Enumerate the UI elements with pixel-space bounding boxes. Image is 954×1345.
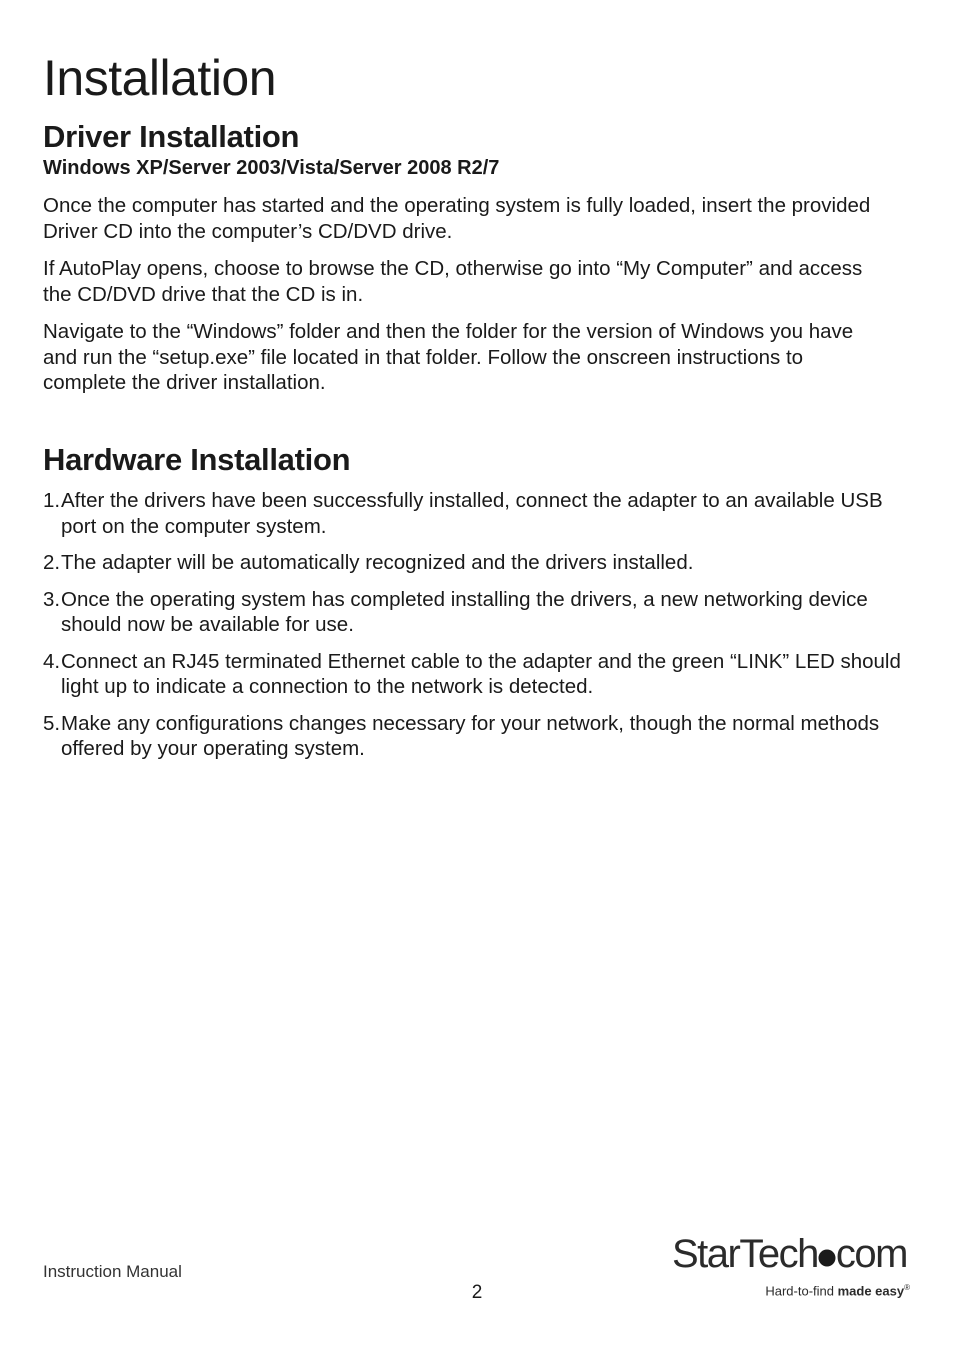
logo-tagline-regular: Hard-to-find	[765, 1283, 838, 1299]
step-number: 1.	[43, 489, 61, 512]
driver-paragraph-1: Once the computer has started and the operating system is fully loaded, insert the provided Driver CD into the computer’s CD/DVD drive.	[43, 194, 871, 243]
step-text: Connect an RJ45 terminated Ethernet cable to the adapter and the green “LINK” LED should light up to indicate a connection to the network is detected.	[61, 649, 901, 698]
startech-logo	[672, 1232, 912, 1304]
footer-manual-label: Instruction Manual	[43, 1262, 182, 1281]
step-text: Once the operating system has completed installing the drivers, a new networking device should now be available for use.	[61, 587, 868, 636]
step-text: Make any configurations changes necessary for your network, though the normal methods offered by your operating system.	[61, 711, 880, 760]
driver-paragraph-3: Navigate to the “Windows” folder and then the folder for the version of Windows you have and run the “setup.exe” file located in that folder. Follow the onscreen instructions to complete the driver installation.	[43, 320, 854, 394]
hardware-step-3	[43, 587, 913, 638]
logo-dot-icon	[818, 1249, 836, 1267]
logo-brand-left: StarTech	[672, 1232, 818, 1276]
page-number: 2	[471, 1282, 483, 1303]
hardware-step-1	[43, 488, 913, 539]
hardware-steps-list	[43, 488, 913, 773]
registered-mark: ®	[904, 1283, 910, 1292]
step-number: 3.	[43, 587, 61, 611]
step-text: After the drivers have been successfully installed, connect the adapter to an available USB port on the computer system.	[61, 489, 883, 538]
step-text: The adapter will be automatically recognized and the drivers installed.	[61, 551, 694, 574]
logo-brand-right: com	[835, 1232, 907, 1276]
logo-tagline-bold: made easy	[837, 1283, 905, 1299]
hardware-step-2	[43, 550, 913, 576]
hardware-installation-heading: Hardware Installation	[43, 442, 351, 477]
step-number: 5.	[43, 711, 61, 735]
logo-tagline	[765, 1283, 910, 1298]
step-number: 4.	[43, 649, 61, 673]
page-title: Installation	[43, 50, 277, 106]
hardware-step-4	[43, 649, 913, 700]
windows-versions-subheading: Windows XP/Server 2003/Vista/Server 2008 R2/7	[43, 157, 500, 179]
driver-paragraph-2: If AutoPlay opens, choose to browse the CD, otherwise go into “My Computer” and access the CD/DVD drive that the CD is in.	[43, 257, 863, 306]
hardware-step-5	[43, 711, 913, 762]
step-number: 2.	[43, 551, 61, 574]
logo-wordmark	[672, 1232, 907, 1276]
driver-installation-heading: Driver Installation	[43, 119, 300, 154]
